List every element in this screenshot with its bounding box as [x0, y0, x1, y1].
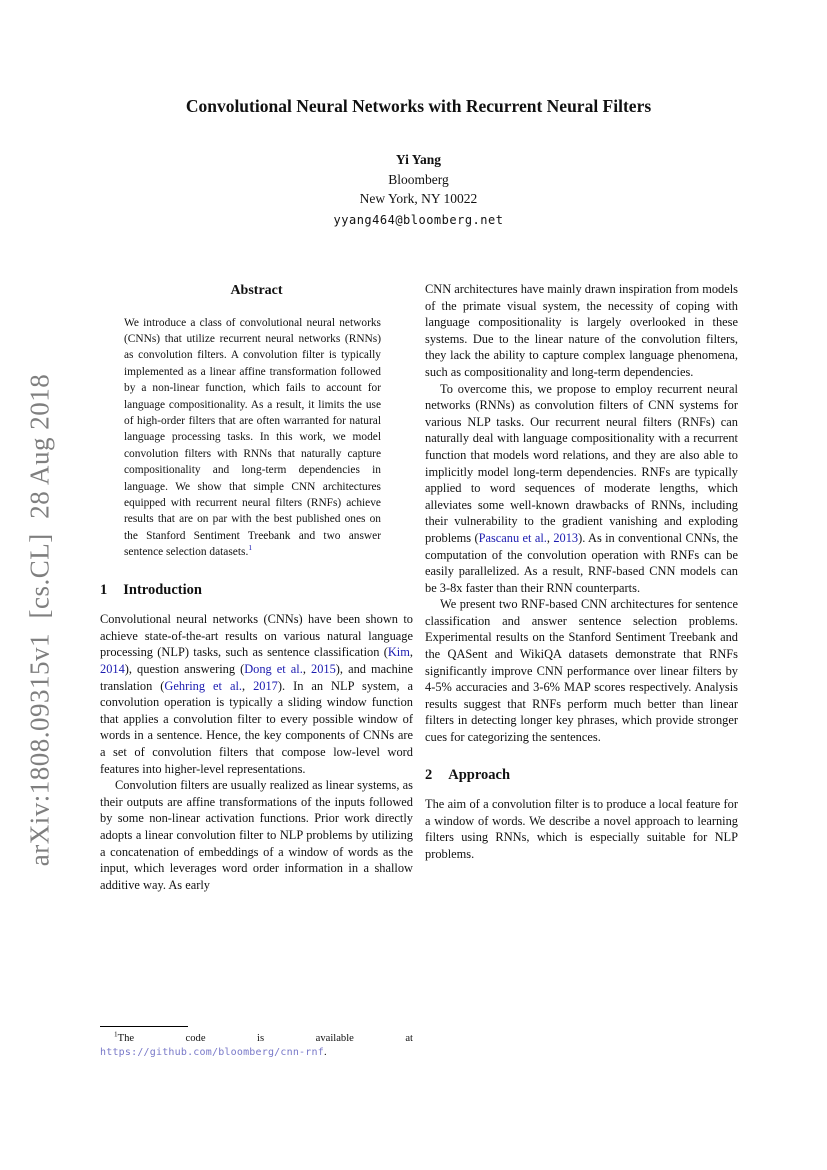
text-run: To overcome this, we propose to employ recurrent neural networks (RNNs) as convolution filters of CNN systems for various NLP tasks. Our recurrent neural filters (RNFs) can naturally deal with language compositionality with a recurrent function that models word relations, and they are also able to implicitly model long-term dependencies. RNFs are typically applied to word sequences of moderate lengths, which alleviates some well-known drawbacks of RNNs, including their vulnerability to the gradient vanishing and exploding problems (	[425, 381, 738, 545]
url-link[interactable]: https://github.com/bloomberg/cnn-rnf	[100, 1047, 324, 1058]
approach-paragraph-1	[425, 796, 738, 862]
section-title: Introduction	[123, 581, 202, 598]
author-block	[95, 150, 742, 230]
left-column	[100, 283, 413, 893]
citation-link[interactable]: Pascanu et al.	[478, 530, 547, 545]
author-email: yyang464@bloomberg.net	[333, 212, 504, 227]
footnote-rule	[100, 1026, 188, 1027]
text-run: Convolutional neural networks (CNNs) have been shown to achieve state-of-the-art results on various natural language processing (NLP) tasks, such as sentence classification (	[100, 612, 413, 660]
text-run: 1	[114, 1030, 118, 1039]
section-number: 2	[425, 766, 433, 783]
text-run: ). As in conventional CNNs, the computation of the convolution operation with RNFs can be easily parallelized. As a result, RNF-based CNN models can be 3-8x faster than their RNN counterparts.	[425, 530, 739, 595]
abstract-heading: Abstract	[230, 283, 283, 298]
citation-link[interactable]: 2014	[100, 662, 125, 677]
text-run: ,	[409, 645, 413, 660]
text-run: ,	[302, 662, 312, 677]
footnote	[100, 1026, 413, 1060]
text-run: ), and machine translation (	[100, 662, 413, 693]
arxiv-watermark: arXiv:1808.09315v1 [cs.CL] 28 Aug 2018	[24, 373, 55, 867]
right-column	[425, 281, 738, 863]
footnote-text	[100, 1032, 413, 1060]
intro-paragraph-1	[100, 611, 413, 777]
citation-link[interactable]: 2015	[311, 662, 336, 677]
author-address: New York, NY 10022	[359, 191, 478, 206]
footnote-marker-link[interactable]: 1	[248, 543, 253, 553]
text-run: The code is available at	[117, 1033, 413, 1044]
text-run: We present two RNF-based CNN architectures for sentence classification and answer sentence selection problems. Experimental results on the Stanford Sentiment Treebank and the QASent and WikiQA datasets demonstrate that RNFs significantly improve CNN performance over linear filters by 4-5% accuracies and 3-6% MAP scores respectively. Analysis results suggest that RNFs perform much better than linear filters in detecting longer key phrases, which provide stronger cues for categorizing the sentences.	[425, 597, 738, 745]
intro-paragraph-2	[100, 777, 413, 893]
author-affiliation: Bloomberg	[388, 171, 449, 187]
author-name: Yi Yang	[395, 152, 442, 167]
text-run: ,	[546, 530, 554, 545]
text-run: ,	[241, 678, 254, 693]
section-heading-approach	[425, 767, 738, 784]
citation-link[interactable]: 2013	[553, 530, 579, 545]
text-run: Convolution filters are usually realized as linear systems, as their outputs are affine transformations of the inputs followed by some non-linear activation functions. Prior work directly adopts a linear convolution filter to NLP problems by utilizing a concatenation of embeddings of a window of words as the input, which leverages word order information in a shallow additive way. As early	[100, 778, 413, 892]
text-run: ). In an NLP system, a convolution operation is typically a sliding window function that applies a convolution filter to every possible window of words in a sentence. Hence, the key components of CNNs are a set of convolution filters that compose low-level word features into higher-level representations.	[100, 678, 413, 776]
paper-title: Convolutional Neural Networks with Recurrent Neural Filters	[185, 96, 652, 116]
intro-paragraph-4	[425, 381, 738, 597]
citation-link[interactable]: 2017	[253, 678, 278, 693]
citation-link[interactable]: Gehring et al.	[164, 678, 242, 693]
citation-link[interactable]: Kim	[387, 645, 410, 660]
section-heading-introduction	[100, 582, 413, 599]
intro-paragraph-3	[425, 281, 738, 381]
text-run: ), question answering (	[124, 662, 245, 677]
citation-link[interactable]: Dong et al.	[244, 662, 303, 677]
paper-header	[95, 96, 742, 230]
text-run: .	[323, 1047, 327, 1058]
text-run: The aim of a convolution filter is to produce a local feature for a window of words. We describe a novel approach to learning filters using RNNs, which is especially suitable for NLP problems.	[425, 797, 738, 861]
text-run: CNN architectures have mainly drawn inspiration from models of the primate visual system, the necessity of coping with language compositionality is largely overlooked in these systems. Due to the linear nature of the convolution filters, they lack the ability to capture complex language phenomena, such as compositionality and long-term dependencies.	[425, 282, 738, 379]
section-number: 1	[100, 581, 108, 598]
section-title: Approach	[448, 766, 511, 783]
text-run: We introduce a class of convolutional neural networks (CNNs) that utilize recurrent neural networks (RNNs) as convolution filters. A convolution filter is typically implemented as a linear affine transformation followed by a non-linear function, which fails to account for language compositionality. As a result, it limits the use of high-order filters that are often warranted for natural language processing tasks. In this work, we model convolution filters with RNNs that naturally capture compositionality and long-term dependencies in language. We show that simple CNN architectures equipped with recurrent neural filters (RNFs) achieve results that are on par with the best published ones on the Stanford Sentiment Treebank and two answer sentence selection datasets.	[124, 316, 381, 559]
intro-paragraph-5	[425, 596, 738, 745]
abstract-body	[124, 315, 381, 561]
